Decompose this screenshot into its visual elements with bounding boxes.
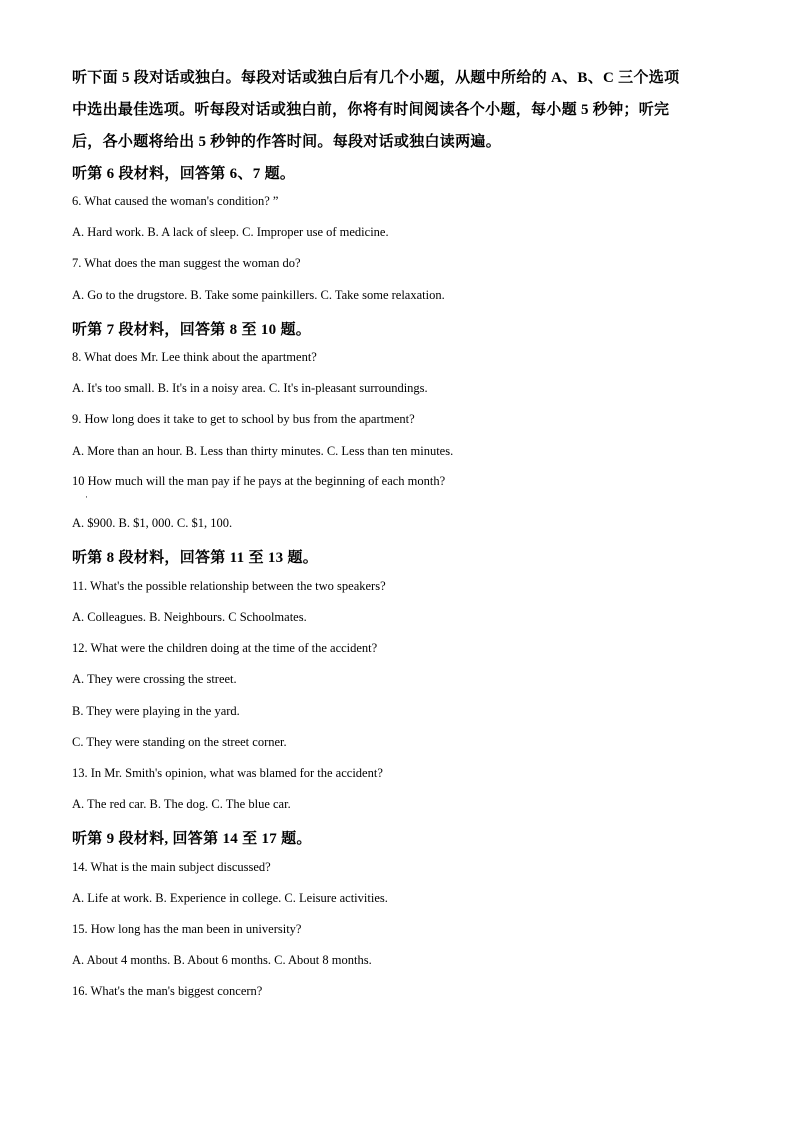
question-8: 8. What does Mr. Lee think about the apartment? (72, 350, 317, 364)
question-11: 11. What's the possible relationship between the two speakers? (72, 579, 386, 593)
question-12-option-c: C. They were standing on the street corner. (72, 735, 287, 749)
section-8-heading: 听第 8 段材料，回答第 11 至 13 题。 (72, 550, 319, 566)
question-10-options: A. $900. B. $1, 000. C. $1, 100. (72, 516, 233, 530)
question-14: 14. What is the main subject discussed? (72, 860, 271, 874)
question-15: 15. How long has the man been in university? (72, 922, 302, 936)
question-7: 7. What does the man suggest the woman do? (72, 256, 301, 270)
question-10: 10 How much will the man pay if he pays at the beginning of each month? (72, 474, 446, 488)
question-7-options: A. Go to the drugstore. B. Take some painkillers. C. Take some relaxation. (72, 288, 445, 302)
instructions-line-1: 听下面 5 段对话或独白。每段对话或独白后有几个小题，从题中所给的 A、B、C 三个选项 (72, 70, 680, 86)
question-6: 6. What caused the woman's condition? ” (72, 194, 279, 208)
section-6-heading: 听第 6 段材料，回答第 6、7 题。 (72, 166, 296, 182)
question-11-options: A. Colleagues. B. Neighbours. C Schoolmates. (72, 610, 307, 624)
question-15-options: A. About 4 months. B. About 6 months. C. About 8 months. (72, 953, 372, 967)
question-14-options: A. Life at work. B. Experience in college. C. Leisure activities. (72, 891, 388, 905)
stray-mark: · (85, 492, 88, 502)
section-7-heading: 听第 7 段材料，回答第 8 至 10 题。 (72, 322, 312, 338)
question-16: 16. What's the man's biggest concern? (72, 984, 263, 998)
question-6-options: A. Hard work. B. A lack of sleep. C. Improper use of medicine. (72, 225, 389, 239)
question-9-options: A. More than an hour. B. Less than thirty minutes. C. Less than ten minutes. (72, 444, 454, 458)
instructions-line-3: 后，各小题将给出 5 秒钟的作答时间。每段对话或独白读两遍。 (72, 134, 502, 150)
section-9-heading: 听第 9 段材料, 回答第 14 至 17 题。 (72, 831, 312, 847)
question-13: 13. In Mr. Smith's opinion, what was blamed for the accident? (72, 766, 383, 780)
instructions-line-2: 中选出最佳选项。听每段对话或独白前，你将有时间阅读各个小题，每小题 5 秒钟；听完 (72, 102, 670, 118)
question-13-options: A. The red car. B. The dog. C. The blue car. (72, 797, 291, 811)
question-12: 12. What were the children doing at the time of the accident? (72, 641, 378, 655)
question-9: 9. How long does it take to get to school by bus from the apartment? (72, 412, 415, 426)
question-12-option-b: B. They were playing in the yard. (72, 704, 240, 718)
question-8-options: A. It's too small. B. It's in a noisy area. C. It's in-pleasant surroundings. (72, 381, 428, 395)
question-12-option-a: A. They were crossing the street. (72, 672, 237, 686)
